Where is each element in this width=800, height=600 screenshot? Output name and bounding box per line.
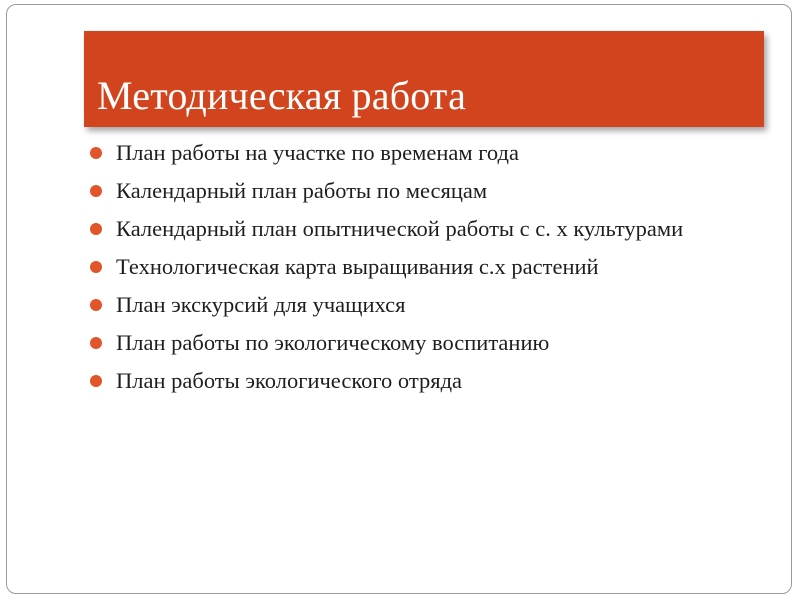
- bullet-dot-icon: [90, 261, 102, 273]
- list-item: [89, 328, 779, 357]
- bullet-list: [89, 138, 779, 404]
- slide-title: Методическая работа: [97, 73, 467, 118]
- bullet-dot-icon: [90, 223, 102, 235]
- bullet-dot-icon: [90, 299, 102, 311]
- list-item: [89, 290, 779, 319]
- list-item-text: План работы по экологическому воспитанию: [116, 330, 550, 355]
- list-item: [89, 176, 779, 205]
- bullet-dot-icon: [90, 147, 102, 159]
- bullet-dot-icon: [90, 337, 102, 349]
- slide: [6, 4, 792, 594]
- list-item: [89, 366, 779, 395]
- list-item-text: План работы экологического отряда: [116, 368, 463, 393]
- title-bar: [84, 31, 764, 127]
- list-item-text: План работы на участке по временам года: [116, 140, 519, 165]
- list-item: [89, 138, 779, 167]
- list-item: [89, 252, 779, 281]
- bullet-dot-icon: [90, 185, 102, 197]
- list-item-text: Календарный план опытнической работы с с. х культурами: [116, 216, 684, 241]
- list-item-text: План экскурсий для учащихся: [116, 292, 406, 317]
- list-item: [89, 214, 779, 243]
- list-item-text: Календарный план работы по месяцам: [116, 178, 488, 203]
- list-item-text: Технологическая карта выращивания с.х растений: [116, 254, 599, 279]
- bullet-dot-icon: [90, 375, 102, 387]
